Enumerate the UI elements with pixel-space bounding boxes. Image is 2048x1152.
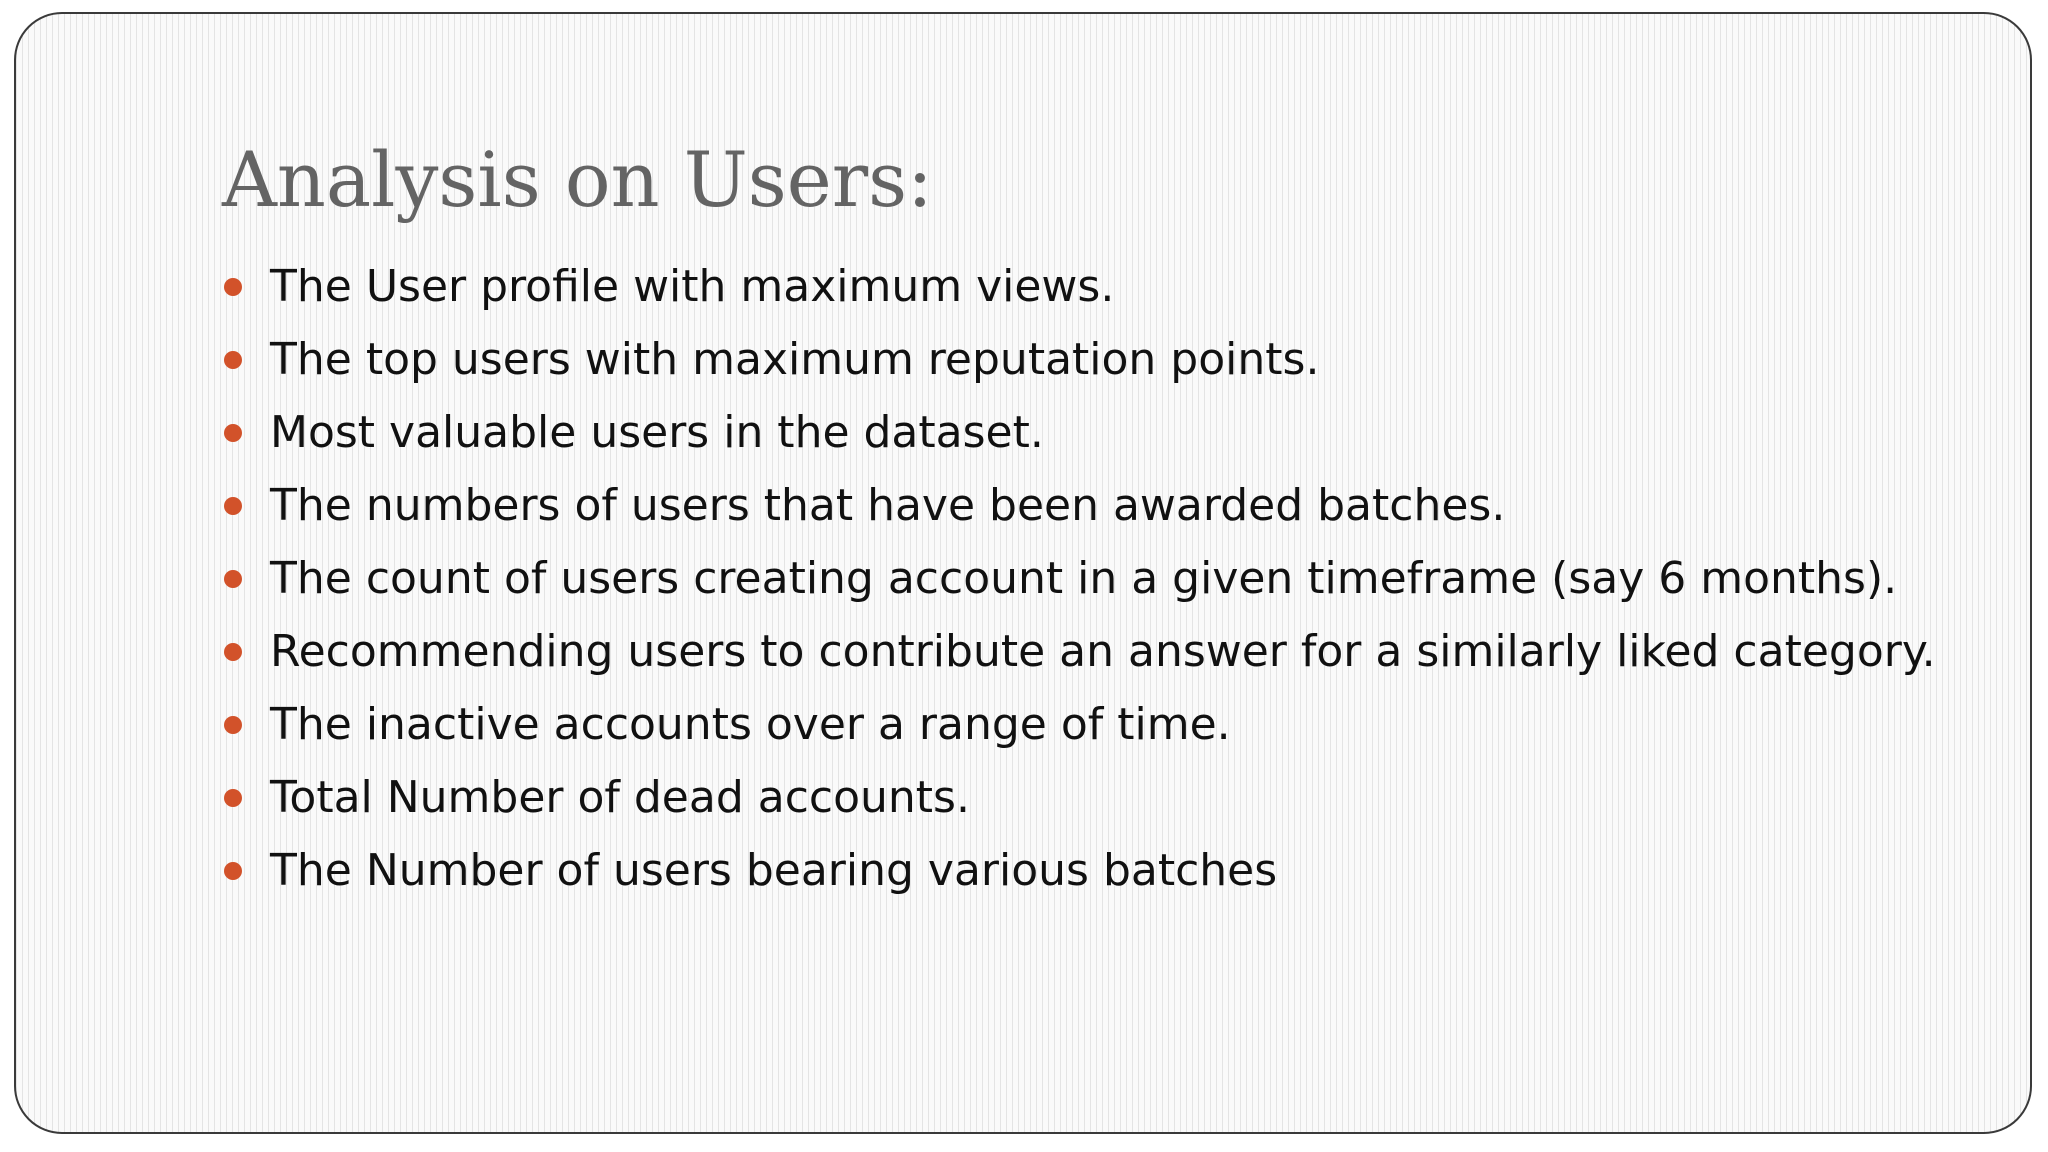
bullet-dot-icon xyxy=(224,643,242,661)
bullet-dot-icon xyxy=(224,497,242,515)
bullet-item xyxy=(222,477,1942,535)
bullet-dot-icon xyxy=(224,789,242,807)
bullet-dot-icon xyxy=(224,862,242,880)
bullet-text: The inactive accounts over a range of time. xyxy=(270,699,1231,750)
bullet-text: The Number of users bearing various batches xyxy=(270,845,1278,896)
slide-frame xyxy=(14,12,2032,1134)
bullet-text: The count of users creating account in a given timeframe (say 6 months). xyxy=(270,553,1898,604)
bullet-item xyxy=(222,404,1942,462)
bullet-item xyxy=(222,331,1942,389)
bullet-item xyxy=(222,623,1942,681)
bullet-text: Total Number of dead accounts. xyxy=(270,772,970,823)
bullet-text: Most valuable users in the dataset. xyxy=(270,407,1044,458)
bullet-text: The User profile with maximum views. xyxy=(270,261,1115,312)
bullet-text: Recommending users to contribute an answer for a similarly liked category. xyxy=(270,626,1936,677)
bullet-item xyxy=(222,258,1942,316)
bullet-item xyxy=(222,842,1942,900)
bullet-text: The top users with maximum reputation points. xyxy=(270,334,1320,385)
bullet-dot-icon xyxy=(224,424,242,442)
bullet-item xyxy=(222,696,1942,754)
bullet-dot-icon xyxy=(224,351,242,369)
bullet-item xyxy=(222,769,1942,827)
bullet-text: The numbers of users that have been awarded batches. xyxy=(270,480,1506,531)
bullet-dot-icon xyxy=(224,716,242,734)
bullet-dot-icon xyxy=(224,278,242,296)
bullet-item xyxy=(222,550,1942,608)
bullet-list xyxy=(222,258,1942,915)
bullet-dot-icon xyxy=(224,570,242,588)
slide-title: Analysis on Users: xyxy=(222,135,933,224)
